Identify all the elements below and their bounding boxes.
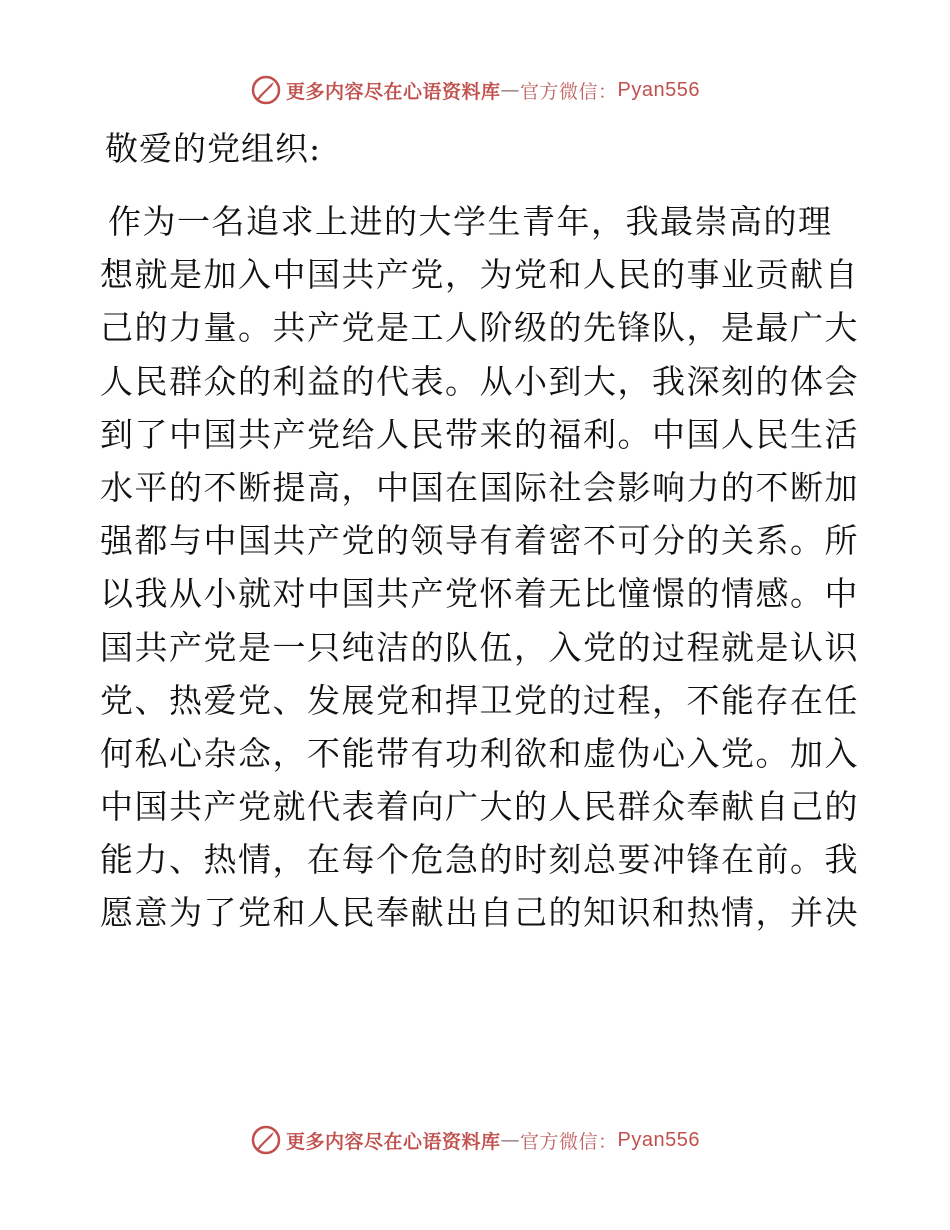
letter-body: [100, 195, 859, 940]
footer-banner-content: [250, 1124, 700, 1156]
footer-banner-wechat-id: Pyan556: [617, 1128, 700, 1151]
footer-banner-separator: —: [500, 1129, 521, 1151]
header-banner-title: 更多内容尽在心语资料库: [286, 80, 501, 103]
footer-banner: [0, 1120, 950, 1160]
footer-banner-wechat-label: 官方微信：: [520, 1130, 618, 1153]
letter-line: 愿意为了党和人民奉献出自己的知识和热情，并决: [100, 893, 859, 933]
quill-pen-logo-icon: [250, 74, 282, 106]
letter-line: 以我从小就对中国共产党怀着无比憧憬的情感。中: [100, 574, 859, 614]
letter-line: 己的力量。共产党是工人阶级的先锋队，是最广大: [100, 308, 859, 348]
letter-line: 何私心杂念，不能带有功利欲和虚伪心入党。加入: [100, 733, 859, 773]
letter-salutation: 敬爱的党组织:: [105, 129, 322, 168]
footer-banner-title: 更多内容尽在心语资料库: [286, 1130, 501, 1153]
letter-line: 到了中国共产党给人民带来的福利。中国人民生活: [100, 414, 859, 454]
letter-line: 作为一名追求上进的大学生青年，我最崇高的理: [108, 202, 833, 241]
letter-line: 党、热爱党、发展党和捍卫党的过程，不能存在任: [100, 680, 859, 720]
letter-line: 国共产党是一只纯洁的队伍，入党的过程就是认识: [100, 627, 859, 667]
letter-line: 强都与中国共产党的领导有着密不可分的关系。所: [100, 521, 859, 561]
quill-pen-logo-icon: [250, 1124, 282, 1156]
header-banner-wechat-label: 官方微信：: [520, 80, 618, 103]
letter-line: 能力、热情，在每个危急的时刻总要冲锋在前。我: [100, 840, 859, 880]
header-banner-content: [250, 74, 700, 106]
header-banner-wechat-id: Pyan556: [617, 78, 700, 101]
header-banner-separator: —: [500, 79, 521, 101]
letter-line: 水平的不断提高，中国在国际社会影响力的不断加: [100, 467, 859, 507]
header-banner: [0, 70, 950, 110]
letter-line: 中国共产党就代表着向广大的人民群众奉献自己的: [100, 787, 859, 827]
letter-line: 人民群众的利益的代表。从小到大，我深刻的体会: [100, 361, 859, 401]
letter-line: 想就是加入中国共产党，为党和人民的事业贡献自: [100, 255, 859, 295]
